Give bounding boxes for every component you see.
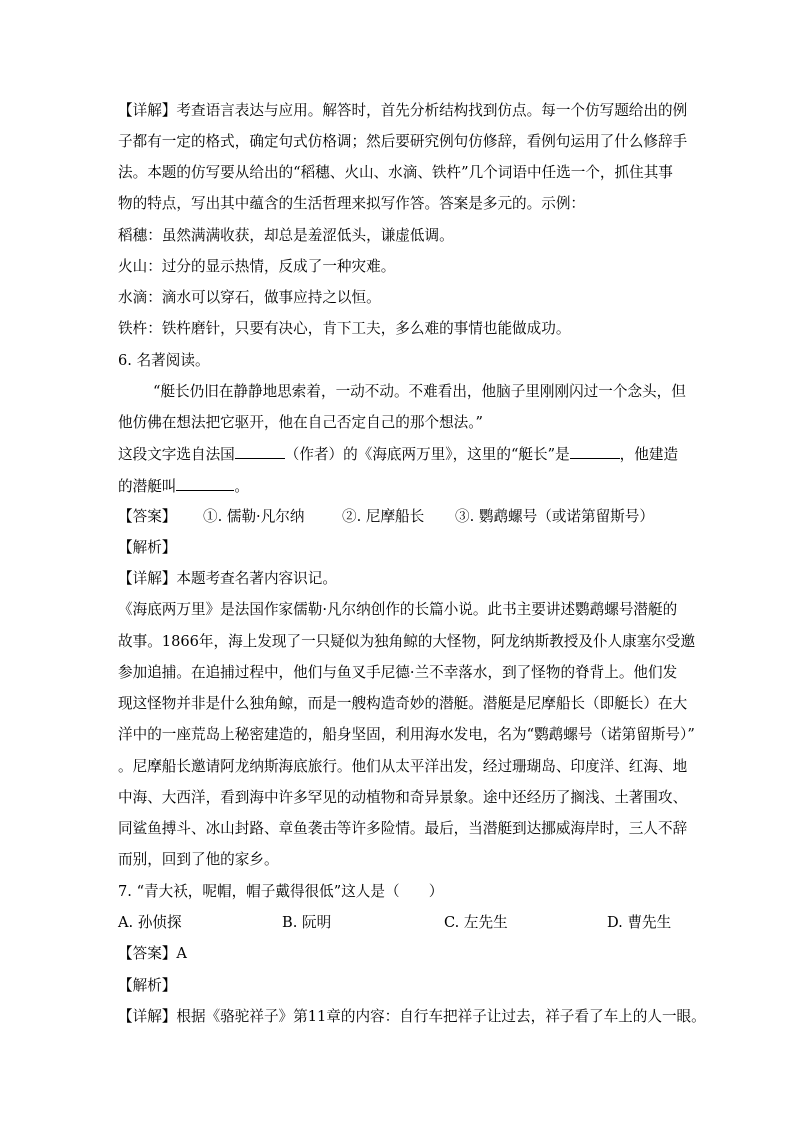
q6-detail-line: 【详解】本题考查名著内容识记。 [118,570,337,587]
q6-analysis-label: 【解析】 [118,539,177,556]
q6-paragraph-line-8: 同鲨鱼搏斗、冰山封路、章鱼袭击等许多险情。最后，当潜艇到达挪威海岸时，三人不辞 [118,820,688,837]
q6-paragraph-line-3: 参加追捕。在追捕过程中，他们与鱼叉手尼德·兰不幸落水，到了怪物的脊背上。他们发 [118,664,678,681]
blank-submarine[interactable] [176,476,234,491]
q6-paragraph-line-2: 故事。1866年，海上发现了一只疑似为独角鲸的大怪物，阿龙纳斯教授及仆人康塞尔受邀 [118,633,696,650]
q5-example-iron: 铁杵：铁杵磨针，只要有决心，肯下工夫，多么难的事情也能做成功。 [118,320,571,337]
q6-answer-1: ①. 儒勒·凡尔纳 [203,508,305,525]
q5-example-water: 水滴：滴水可以穿石，做事应持之以恒。 [118,289,381,306]
q7-option-b[interactable]: B. 阮明 [282,914,332,931]
q6-title: 6. 名著阅读。 [118,352,210,369]
detail-label: 【详解】 [118,102,177,119]
q6-paragraph-line-9: 而别，回到了他的家乡。 [118,851,279,868]
q6-answer-2: ②. 尼摩船长 [342,508,425,525]
q5-detail-line-4: 物的特点，写出其中蕴含的生活哲理来拟写作答。答案是多元的。示例： [118,195,586,212]
q6-paragraph-line-6: 。尼摩船长邀请阿龙纳斯海底旅行。他们从太平洋出发，经过珊瑚岛、印度洋、红海、地 [118,758,688,775]
detail-label: 【详解】 [118,570,177,587]
q7-option-a[interactable]: A. 孙侦探 [118,914,182,931]
q6-paragraph-line-7: 中海、大西洋，看到海中许多罕见的动植物和奇异景象。途中还经历了搁浅、土著围攻、 [118,789,688,806]
q5-detail-line-1: 【详解】考查语言表达与应用。解答时，首先分析结构找到仿点。每一个仿写题给出的例 [118,102,688,119]
q6-answer-row [118,507,176,527]
q6-question-line-1: 这段文字选自法国 （作者）的《海底两万里》，这里的“艇长”是 ，他建造 [118,446,679,463]
blank-captain[interactable] [570,444,620,459]
q6-quote-line-1: “艇长仍旧在静静地思索着，一动不动。不难看出，他脑子里刚刚闪过一个念头，但 [153,383,686,400]
q7-option-c[interactable]: C. 左先生 [444,914,508,931]
q6-paragraph-line-4: 现这怪物并非是什么独角鲸，而是一艘构造奇妙的潜艇。潜艇是尼摩船长（即艇长）在大 [118,695,688,712]
q5-example-rice: 稻穗：虽然满满收获，却总是羞涩低头，谦虚低调。 [118,227,454,244]
answer-label: 【答案】 [118,945,177,962]
q6-paragraph-line-1: 《海底两万里》是法国作家儒勒·凡尔纳创作的长篇小说。此书主要讲述鹦鹉螺号潜艇的 [118,601,678,618]
q7-option-d[interactable]: D. 曹先生 [607,914,672,931]
q7-detail-line: 【详解】根据《骆驼祥子》第11章的内容：自行车把祥子让过去，祥子看了车上的人一眼。 [118,1008,706,1025]
q7-answer-row [118,944,187,964]
q6-paragraph-line-5: 洋中的一座荒岛上秘密建造的，船身坚固，利用海水发电，名为“鹦鹉螺号（诺第留斯号）” [118,726,695,743]
q7-analysis-label: 【解析】 [118,977,177,994]
q6-question-line-2: 的潜艇叫 。 [118,478,249,495]
q7-answer: A [176,945,187,962]
q5-example-volcano: 火山：过分的显示热情，反成了一种灾难。 [118,258,396,275]
q5-detail-line-2: 子都有一定的格式，确定句式仿格调；然后要研究例句仿修辞，看例句运用了什么修辞手 [118,133,688,150]
answer-label: 【答案】 [118,508,177,525]
q7-title: 7. “青大袄，呢帽，帽子戴得很低”这人是（ ） [118,883,444,900]
q6-answer-3: ③. 鹦鹉螺号（或诺第留斯号） [455,508,654,525]
q5-detail-line-3: 法。本题的仿写要从给出的“稻穗、火山、水滴、铁杵”几个词语中任选一个，抓住其事 [118,164,673,181]
blank-author[interactable] [235,444,285,459]
detail-label: 【详解】 [118,1008,177,1025]
q6-quote-line-2: 他仿佛在想法把它驱开，他在自己否定自己的那个想法。” [118,414,484,431]
